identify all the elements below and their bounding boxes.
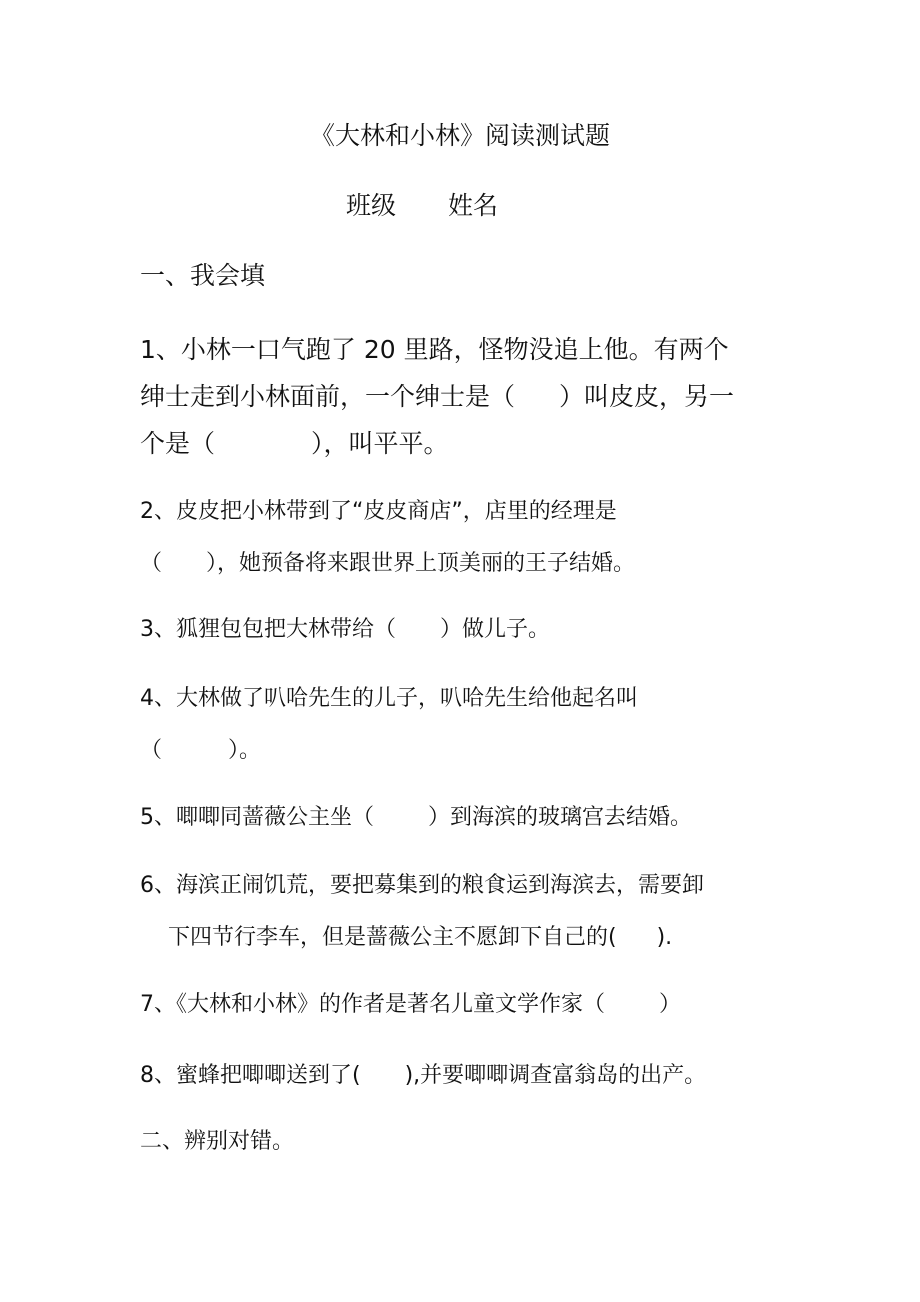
question-8 xyxy=(140,1050,790,1102)
question-2-line-2 xyxy=(140,538,790,590)
question-5-text: 5、唧唧同蔷薇公主坐（ xyxy=(140,805,374,830)
question-6 xyxy=(140,860,790,964)
question-6-text: 下四节行李车，但是蔷薇公主不愿卸下自己的( xyxy=(168,925,617,950)
document-title: 《大林和小林》阅读测试题 xyxy=(309,121,610,150)
question-4-text: ）。 xyxy=(228,738,262,763)
question-3-text: 3、狐狸包包把大林带给（ xyxy=(140,617,396,642)
question-3 xyxy=(140,604,790,656)
section-heading-fill: 一、我会填 xyxy=(140,261,266,290)
question-7-line xyxy=(140,979,790,1031)
question-2-line-1: 2、皮皮把小林带到了“皮皮商店”，店里的经理是 xyxy=(140,499,617,524)
question-8-text: ),并要唧唧调查富翁岛的出产。 xyxy=(404,1063,707,1088)
section-heading-true-false: 二、辨别对错。 xyxy=(140,1129,295,1154)
question-1-line-1: 1、小林一口气跑了 20 里路，怪物没追上他。有两个 xyxy=(140,335,729,364)
question-2 xyxy=(140,486,790,590)
question-2-text: ），她预备将来跟世界上顶美丽的王子结婚。 xyxy=(206,551,636,576)
question-1-line-2 xyxy=(140,373,790,420)
question-6-line-1: 6、海滨正闹饥荒，要把募集到的粮食运到海滨去，需要卸 xyxy=(140,873,704,898)
question-1-text: 绅士走到小林面前，一个绅士是（ xyxy=(140,382,516,411)
name-label: 姓名 xyxy=(448,191,499,220)
question-5 xyxy=(140,792,790,844)
class-name-line xyxy=(346,188,498,224)
question-4-text: （ xyxy=(140,738,163,763)
question-4 xyxy=(140,673,790,777)
question-1 xyxy=(140,326,790,467)
question-3-line xyxy=(140,604,790,656)
question-7-text: ） xyxy=(659,992,682,1017)
question-6-line-2 xyxy=(140,912,790,964)
question-7-text: 7、《大林和小林》的作者是著名儿童文学作家（ xyxy=(140,992,605,1017)
question-2-text: （ xyxy=(140,551,163,576)
question-6-text: ). xyxy=(656,925,673,950)
question-1-text: ），叫平平。 xyxy=(311,429,449,458)
question-4-line-2 xyxy=(140,725,790,777)
question-1-line-3 xyxy=(140,420,790,467)
question-4-line-1: 4、大林做了叭哈先生的儿子，叭哈先生给他起名叫 xyxy=(140,686,638,711)
question-1-text: 个是（ xyxy=(140,429,216,458)
question-5-line xyxy=(140,792,790,844)
question-1-text: ）叫皮皮，另一 xyxy=(559,382,735,411)
question-8-text: 8、蜜蜂把唧唧送到了( xyxy=(140,1063,361,1088)
question-5-text: ）到海滨的玻璃宫去结婚。 xyxy=(428,805,693,830)
question-7 xyxy=(140,979,790,1031)
class-label: 班级 xyxy=(346,191,397,220)
question-8-line xyxy=(140,1050,790,1102)
question-3-text: ）做儿子。 xyxy=(440,617,551,642)
